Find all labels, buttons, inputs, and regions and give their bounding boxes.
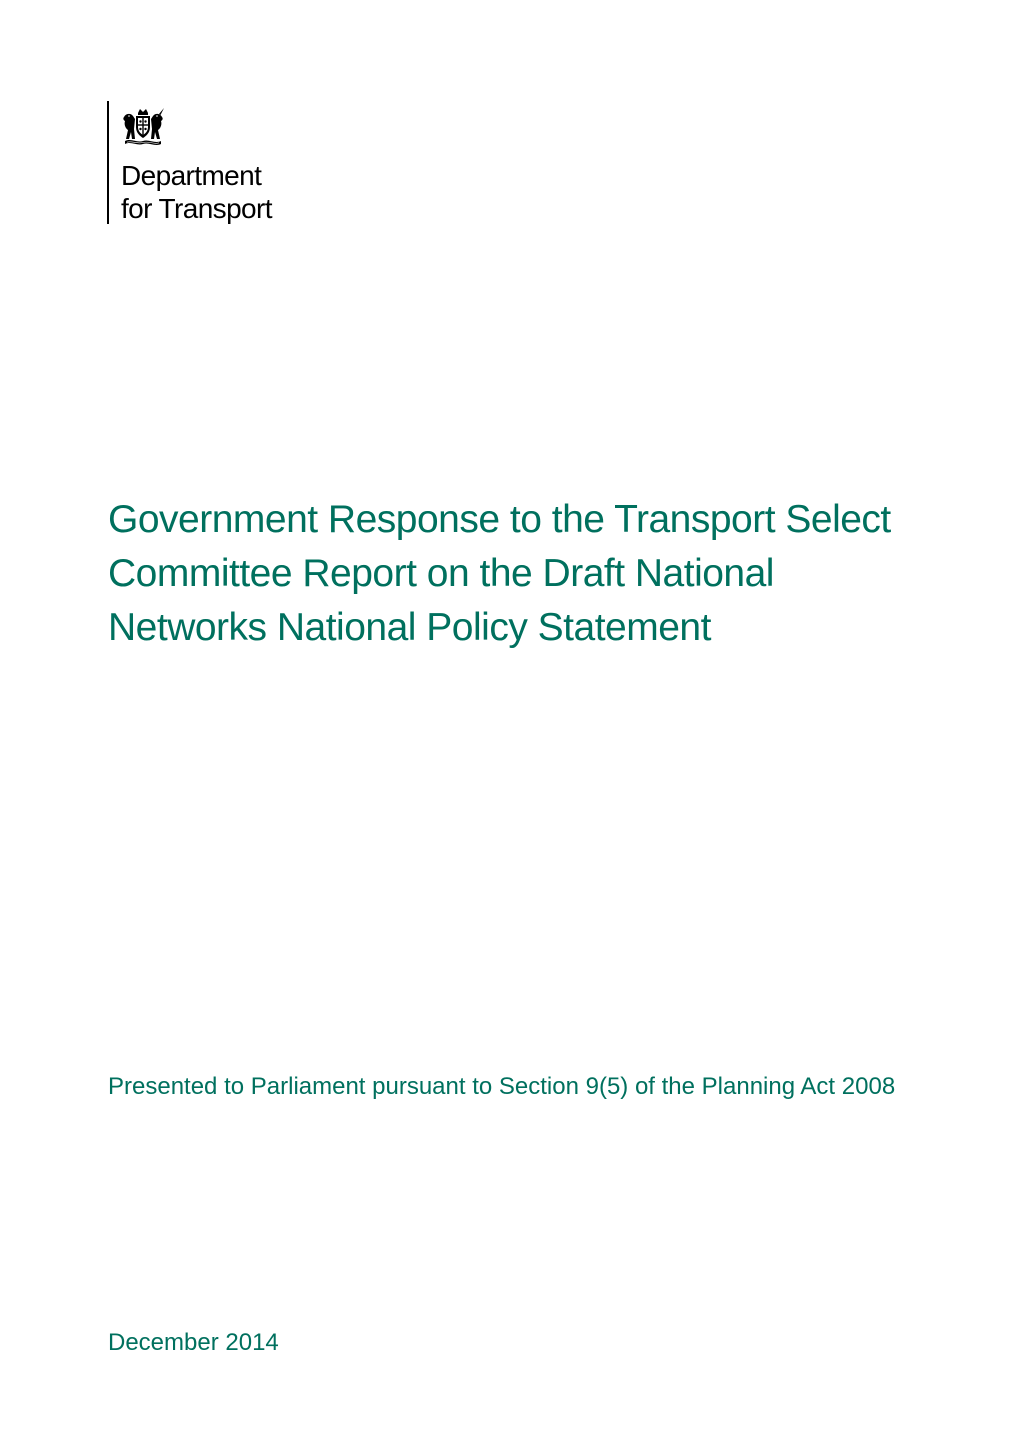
presentation-statement: Presented to Parliament pursuant to Section 9(5) of the Planning Act 2008 <box>108 1073 896 1100</box>
royal-coat-of-arms-icon <box>121 105 165 147</box>
publication-date: December 2014 <box>108 1329 279 1356</box>
department-name-line-2: for Transport <box>121 193 272 224</box>
logo-divider <box>107 101 109 224</box>
department-logo <box>107 101 327 227</box>
department-name <box>121 159 272 225</box>
department-name-line-1: Department <box>121 160 262 191</box>
document-title: Government Response to the Transport Select Committee Report on the Draft National Networks National Policy Statement <box>108 498 891 649</box>
